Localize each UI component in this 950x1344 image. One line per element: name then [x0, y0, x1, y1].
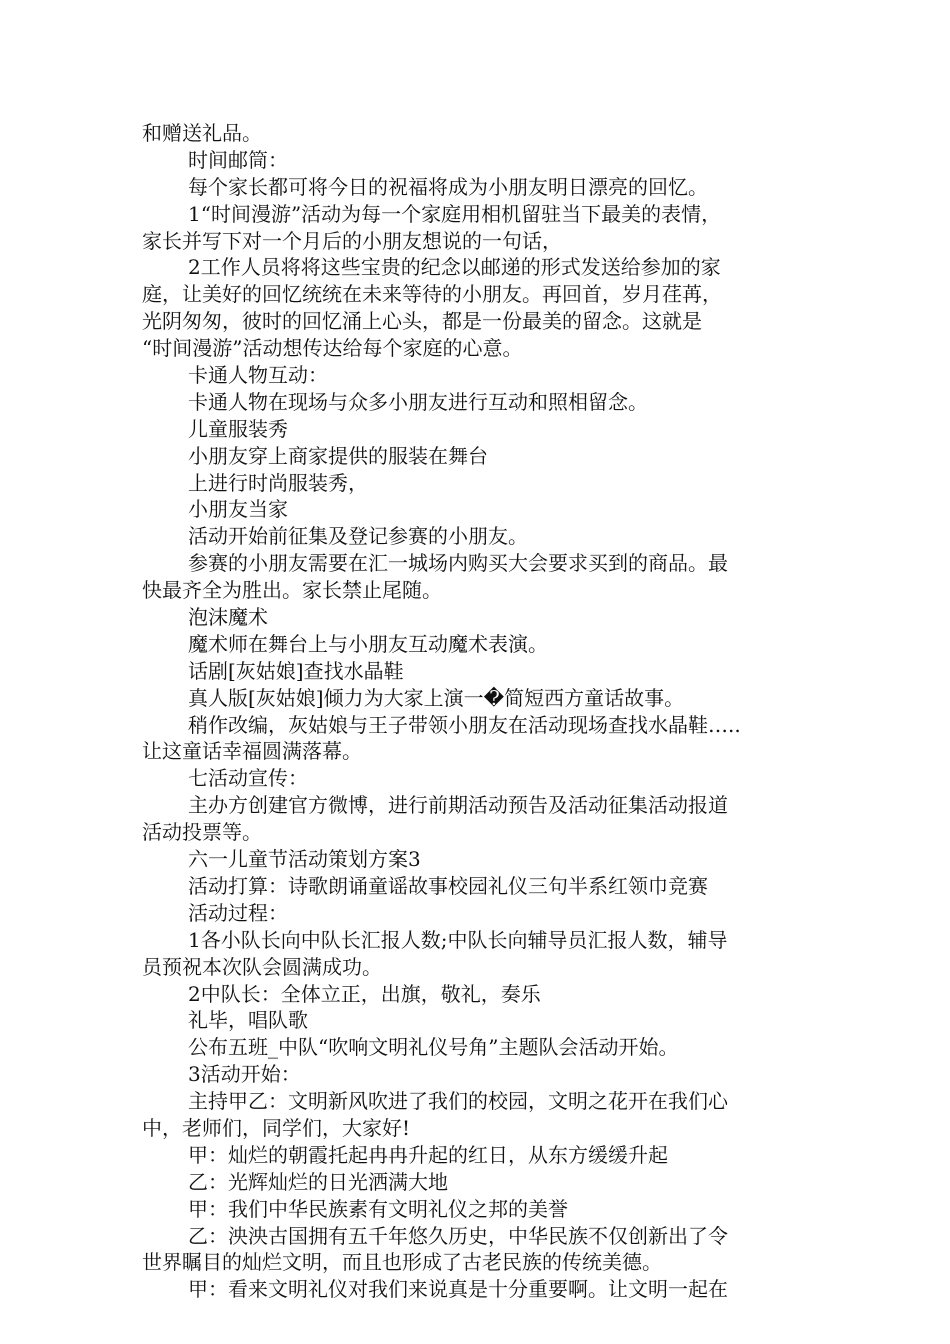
text-line: 3活动开始： [188, 1062, 301, 1087]
text-line: 1“时间漫游”活动为每一个家庭用相机留驻当下最美的表情， [188, 201, 722, 226]
text-line: 上进行时尚服装秀， [188, 470, 368, 495]
text-line: 礼毕，唱队歌 [188, 1008, 308, 1033]
text-line: 甲：我们中华民族素有文明礼仪之邦的美誉 [188, 1196, 568, 1221]
text-line: 小朋友当家 [188, 497, 288, 522]
document-body [142, 120, 810, 1303]
text-line: 小朋友穿上商家提供的服装在舞台 [188, 443, 488, 468]
text-line: 乙：泱泱古国拥有五千年悠久历史，中华民族不仅创新出了令 [188, 1223, 728, 1248]
text-line: 七活动宣传： [188, 766, 308, 791]
text-line: “时间漫游”活动想传达给每个家庭的心意。 [142, 336, 523, 361]
text-line: 参赛的小朋友需要在汇一城场内购买大会要求买到的商品。最 [188, 551, 728, 576]
text-line: 甲：灿烂的朝霞托起冉冉升起的红日，从东方缓缓升起 [188, 1142, 668, 1167]
text-line: 稍作改编，灰姑娘与王子带领小朋友在活动现场查找水晶鞋….. [188, 712, 741, 737]
text-line: 1各小队长向中队长汇报人数;中队长向辅导员汇报人数，辅导 [188, 927, 728, 952]
text-line: 庭，让美好的回忆统统在未来等待的小朋友。再回首，岁月荏苒， [142, 282, 722, 307]
text-line: 魔术师在舞台上与小朋友互动魔术表演。 [188, 631, 548, 656]
text-line: 每个家长都可将今日的祝福将成为小朋友明日漂亮的回忆。 [188, 174, 708, 199]
text-line: 时间邮筒： [188, 147, 288, 172]
text-line: 家长并写下对一个月后的小朋友想说的一句话， [142, 228, 562, 253]
text-line: 话剧[灰姑娘]查找水晶鞋 [188, 658, 404, 683]
text-line: 和赠送礼品。 [142, 121, 262, 145]
text-line: 卡通人物互动： [188, 363, 328, 388]
text-line: 主持甲乙：文明新风吹进了我们的校园，文明之花开在我们心 [188, 1089, 728, 1114]
text-line: 卡通人物在现场与众多小朋友进行互动和照相留念。 [188, 389, 648, 414]
text-line: 公布五班_中队“吹响文明礼仪号角”主题队会活动开始。 [188, 1035, 679, 1060]
text-line: 活动开始前征集及登记参赛的小朋友。 [188, 524, 528, 549]
text-line: 真人版[灰姑娘]倾力为大家上演一�简短西方童话故事。 [188, 685, 685, 710]
text-line: 活动投票等。 [142, 820, 262, 845]
text-line: 让这童话幸福圆满落幕。 [142, 739, 362, 764]
text-line: 员预祝本次队会圆满成功。 [142, 954, 382, 979]
text-line: 儿童服装秀 [188, 416, 288, 441]
text-line: 活动过程： [188, 900, 288, 925]
text-line: 六一儿童节活动策划方案3 [188, 847, 421, 872]
text-line: 泡沫魔术 [188, 605, 268, 630]
text-line: 乙：光辉灿烂的日光洒满大地 [188, 1169, 448, 1194]
text-line: 2中队长：全体立正，出旗，敬礼，奏乐 [188, 981, 541, 1006]
text-line: 活动打算：诗歌朗诵童谣故事校园礼仪三句半系红领巾竞赛 [188, 873, 708, 898]
text-line: 甲：看来文明礼仪对我们来说真是十分重要啊。让文明一起在 [188, 1277, 728, 1302]
text-line: 光阴匆匆，彼时的回忆涌上心头，都是一份最美的留念。这就是 [142, 309, 702, 334]
text-line: 中，老师们，同学们，大家好! [142, 1115, 411, 1140]
text-line: 主办方创建官方微博，进行前期活动预告及活动征集活动报道 [188, 793, 728, 818]
text-line: 世界瞩目的灿烂文明，而且也形成了古老民族的传统美德。 [142, 1250, 662, 1275]
text-line: 2工作人员将将这些宝贵的纪念以邮递的形式发送给参加的家 [188, 255, 721, 280]
text-line: 快最齐全为胜出。家长禁止尾随。 [142, 578, 442, 603]
